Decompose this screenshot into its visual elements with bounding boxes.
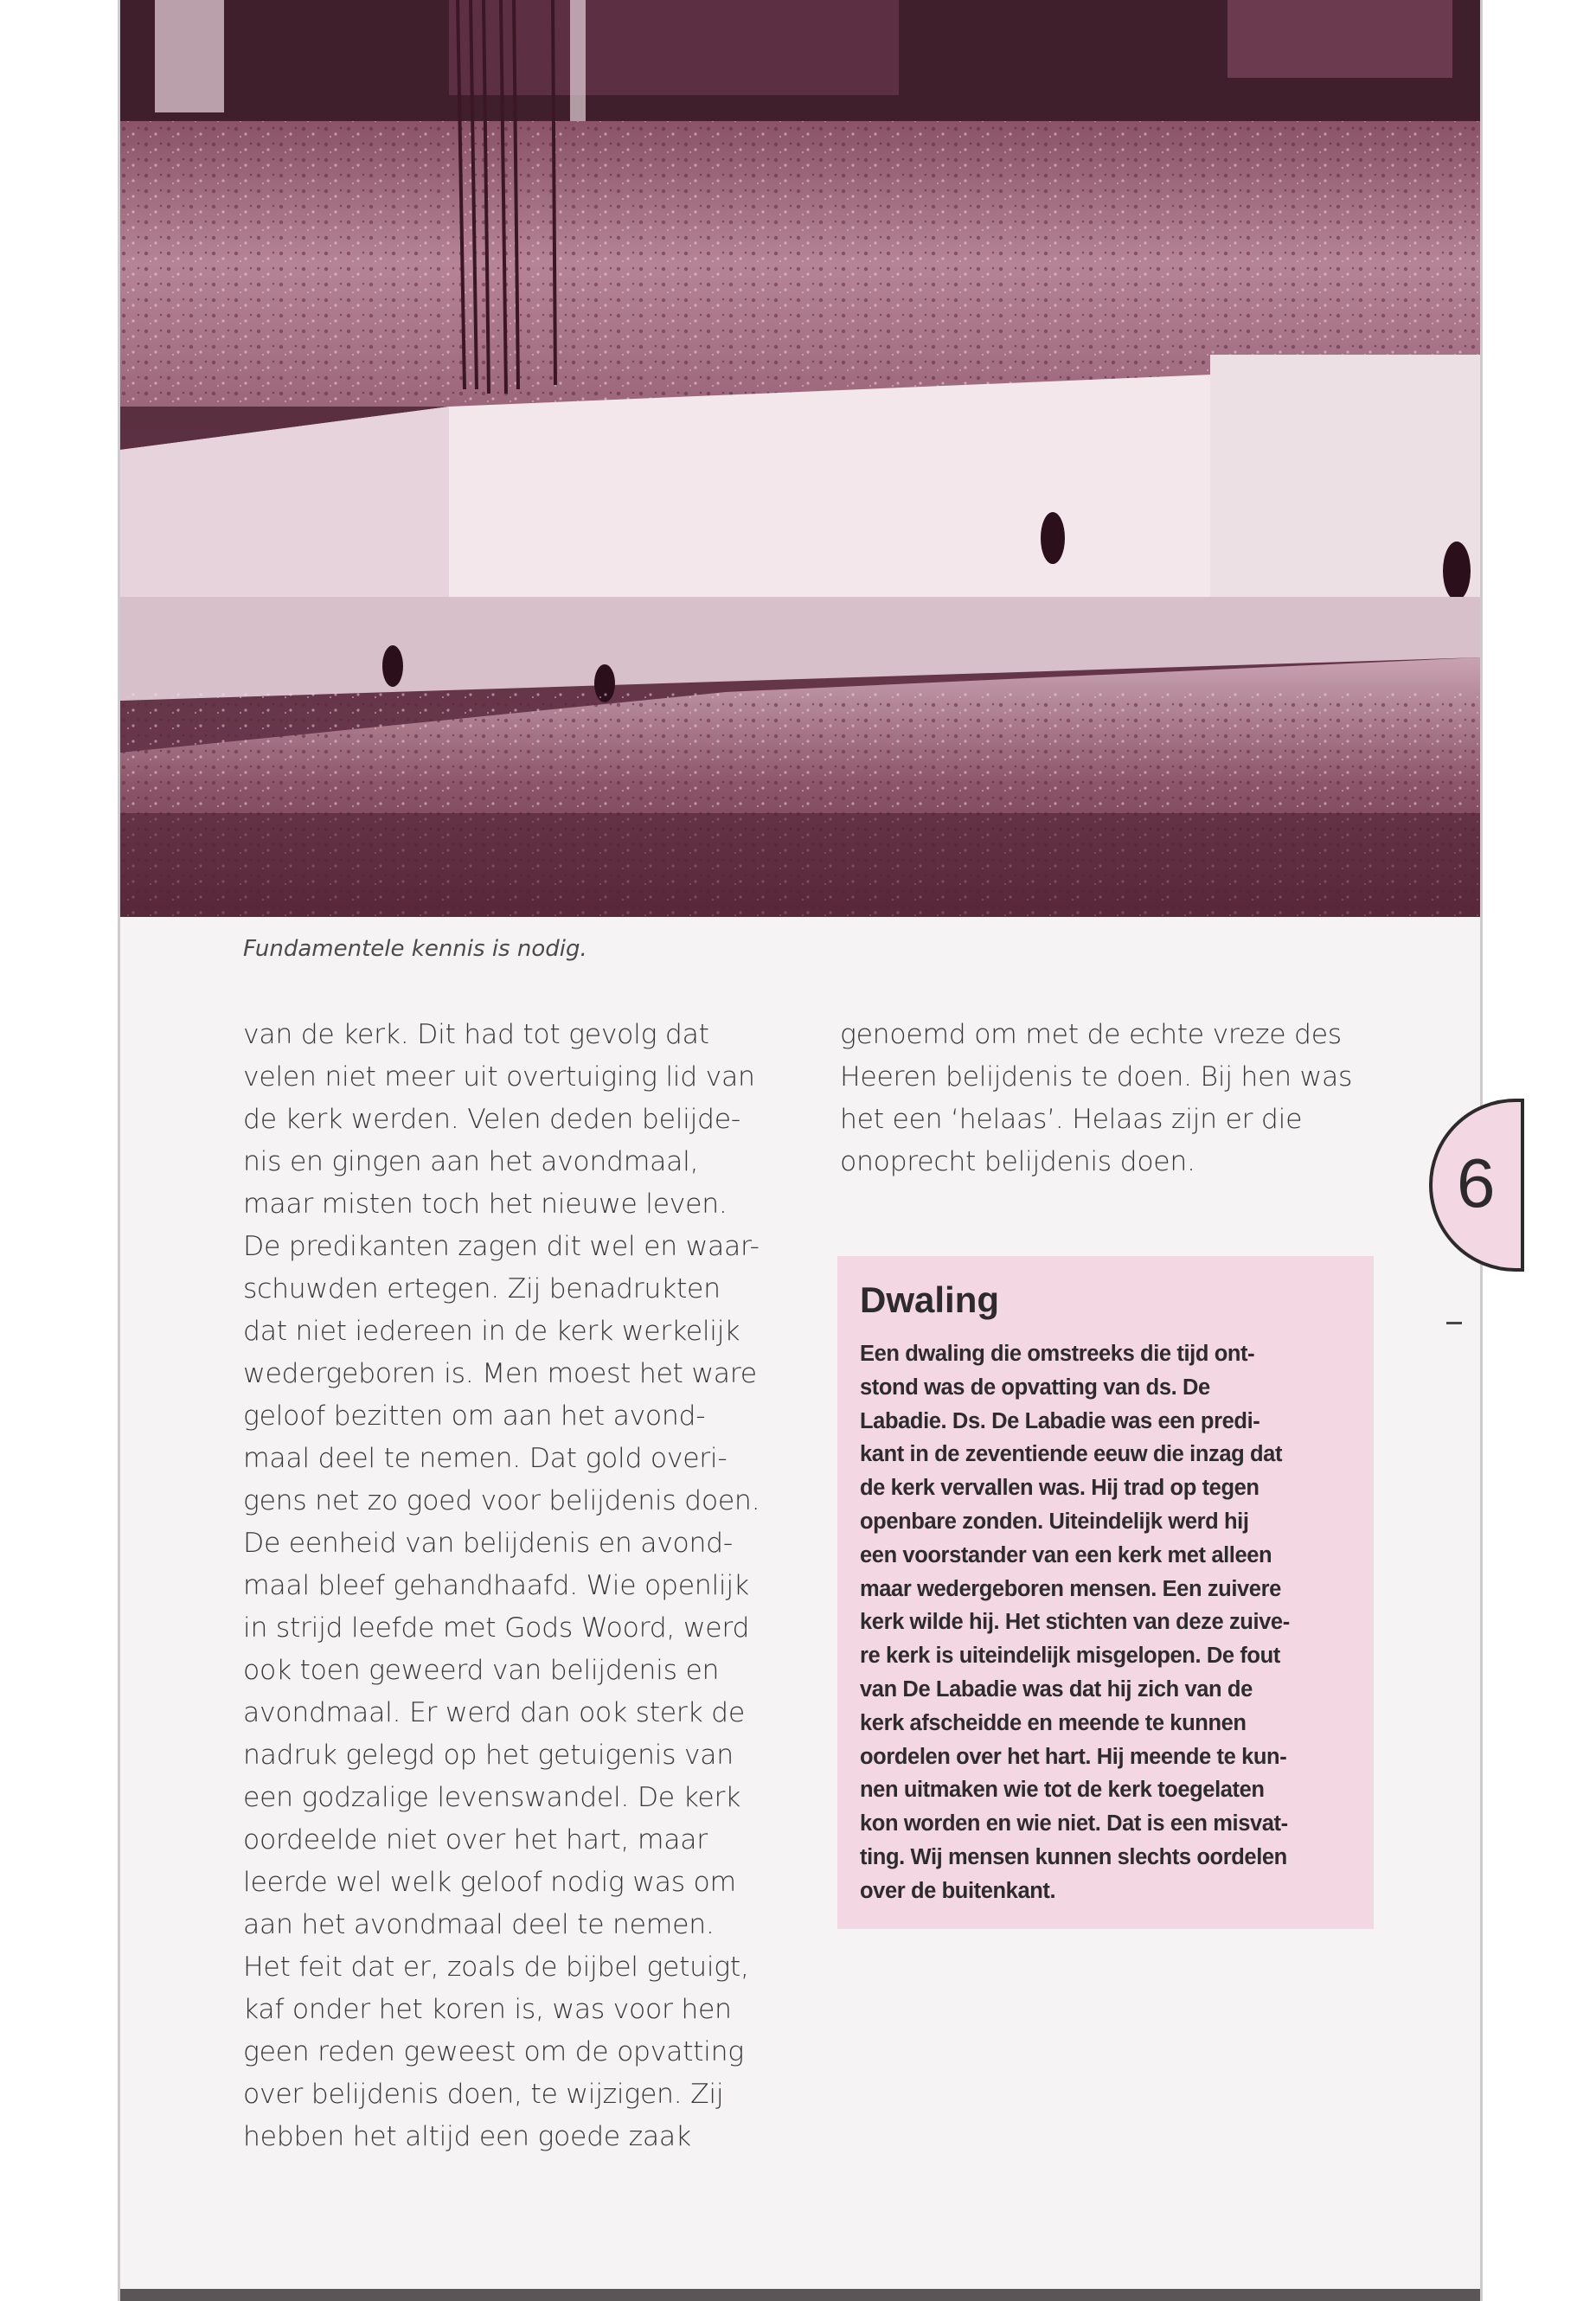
text-line: onoprecht belijdenis doen. <box>840 1146 1195 1177</box>
sidebar-line: ting. Wij mensen kunnen slechts oordelen <box>860 1844 1287 1869</box>
text-line: een godzalige levenswandel. De kerk <box>243 1782 741 1813</box>
sidebar-line: oordelen over het hart. Hij meende te kun- <box>860 1744 1287 1769</box>
text-line: velen niet meer uit overtuiging lid van <box>243 1061 755 1093</box>
text-line: genoemd om met de echte vreze des <box>840 1019 1342 1050</box>
sidebar-line: stond was de opvatting van ds. De <box>860 1375 1210 1400</box>
text-line: oordeelde niet over het hart, maar <box>243 1824 708 1856</box>
text-line: maar misten toch het nieuwe leven. <box>243 1189 727 1220</box>
main-text-left-column <box>243 1014 797 2158</box>
text-line: leerde wel welk geloof nodig was om <box>243 1867 736 1898</box>
sidebar-line: maar wedergeboren mensen. Een zuivere <box>860 1576 1281 1601</box>
sidebar-line: kant in de zeventiende eeuw die inzag dat <box>860 1442 1283 1467</box>
text-line: over belijdenis doen, te wijzigen. Zij <box>243 2079 724 2110</box>
dwaling-sidebar-box <box>837 1256 1374 1929</box>
sidebar-line: kon worden en wie niet. Dat is een misvat- <box>860 1811 1288 1836</box>
construction-foundation-photo <box>120 0 1480 917</box>
text-line: hebben het altijd een goede zaak <box>243 2121 691 2152</box>
text-line: geen reden geweest om de opvatting <box>243 2036 744 2067</box>
text-line: de kerk werden. Velen deden belijde- <box>243 1104 740 1135</box>
book-page <box>118 0 1483 2301</box>
margin-tick <box>1446 1322 1462 1324</box>
sidebar-line: re kerk is uiteindelijk misgelopen. De fout <box>860 1644 1280 1669</box>
sidebar-body <box>860 1337 1353 1908</box>
text-line: ook toen geweerd van belijdenis en <box>243 1655 720 1686</box>
sidebar-line: openbare zonden. Uiteindelijk werd hij <box>860 1509 1249 1534</box>
text-line: nis en gingen aan het avondmaal, <box>243 1146 699 1177</box>
photo-caption: Fundamentele kennis is nodig. <box>243 936 587 962</box>
text-line: van de kerk. Dit had tot gevolg dat <box>243 1019 709 1050</box>
text-line: Het feit dat er, zoals de bijbel getuigt, <box>243 1952 749 1983</box>
text-line: wedergeboren is. Men moest het ware <box>243 1358 757 1389</box>
text-line: geloof bezitten om aan het avond- <box>243 1400 706 1432</box>
sidebar-line: van De Labadie was dat hij zich van de <box>860 1676 1253 1702</box>
text-line: dat niet iedereen in de kerk werkelijk <box>243 1316 740 1347</box>
text-line: schuwden ertegen. Zij benadrukten <box>243 1273 721 1304</box>
text-line: kaf onder het koren is, was voor hen <box>243 1994 732 2025</box>
sidebar-line: de kerk vervallen was. Hij trad op tegen <box>860 1476 1259 1501</box>
text-line: nadruk gelegd op het getuigenis van <box>243 1740 734 1771</box>
sidebar-line: een voorstander van een kerk met alleen <box>860 1542 1272 1567</box>
text-line: in strijd leefde met Gods Woord, werd <box>243 1612 750 1644</box>
sidebar-line: Een dwaling die omstreeks die tijd ont- <box>860 1342 1255 1366</box>
page-bottom-edge <box>120 2289 1480 2301</box>
text-line: De eenheid van belijdenis en avond- <box>243 1528 733 1559</box>
text-line: Heeren belijdenis te doen. Bij hen was <box>840 1061 1353 1093</box>
text-line: gens net zo goed voor belijdenis doen. <box>243 1485 760 1516</box>
chapter-number: 6 <box>1457 1144 1496 1221</box>
text-line: avondmaal. Er werd dan ook sterk de <box>243 1697 745 1728</box>
sidebar-title: Dwaling <box>860 1279 1000 1320</box>
text-line: De predikanten zagen dit wel en waar- <box>243 1231 760 1262</box>
sidebar-line: Labadie. Ds. De Labadie was een predi- <box>860 1408 1260 1433</box>
text-line: aan het avondmaal deel te nemen. <box>243 1909 715 1940</box>
sidebar-line: over de buitenkant. <box>860 1878 1056 1903</box>
sidebar-line: nen uitmaken wie tot de kerk toegelaten <box>860 1778 1265 1803</box>
text-line: maal bleef gehandhaafd. Wie openlijk <box>243 1570 749 1601</box>
text-line: maal deel te nemen. Dat gold overi- <box>243 1443 727 1474</box>
sidebar-line: kerk afscheidde en meende te kunnen <box>860 1710 1247 1735</box>
main-text-right-column <box>840 1014 1394 1183</box>
text-line: het een ‘helaas’. Helaas zijn er die <box>840 1104 1303 1135</box>
sidebar-line: kerk wilde hij. Het stichten van deze zuive- <box>860 1610 1290 1635</box>
